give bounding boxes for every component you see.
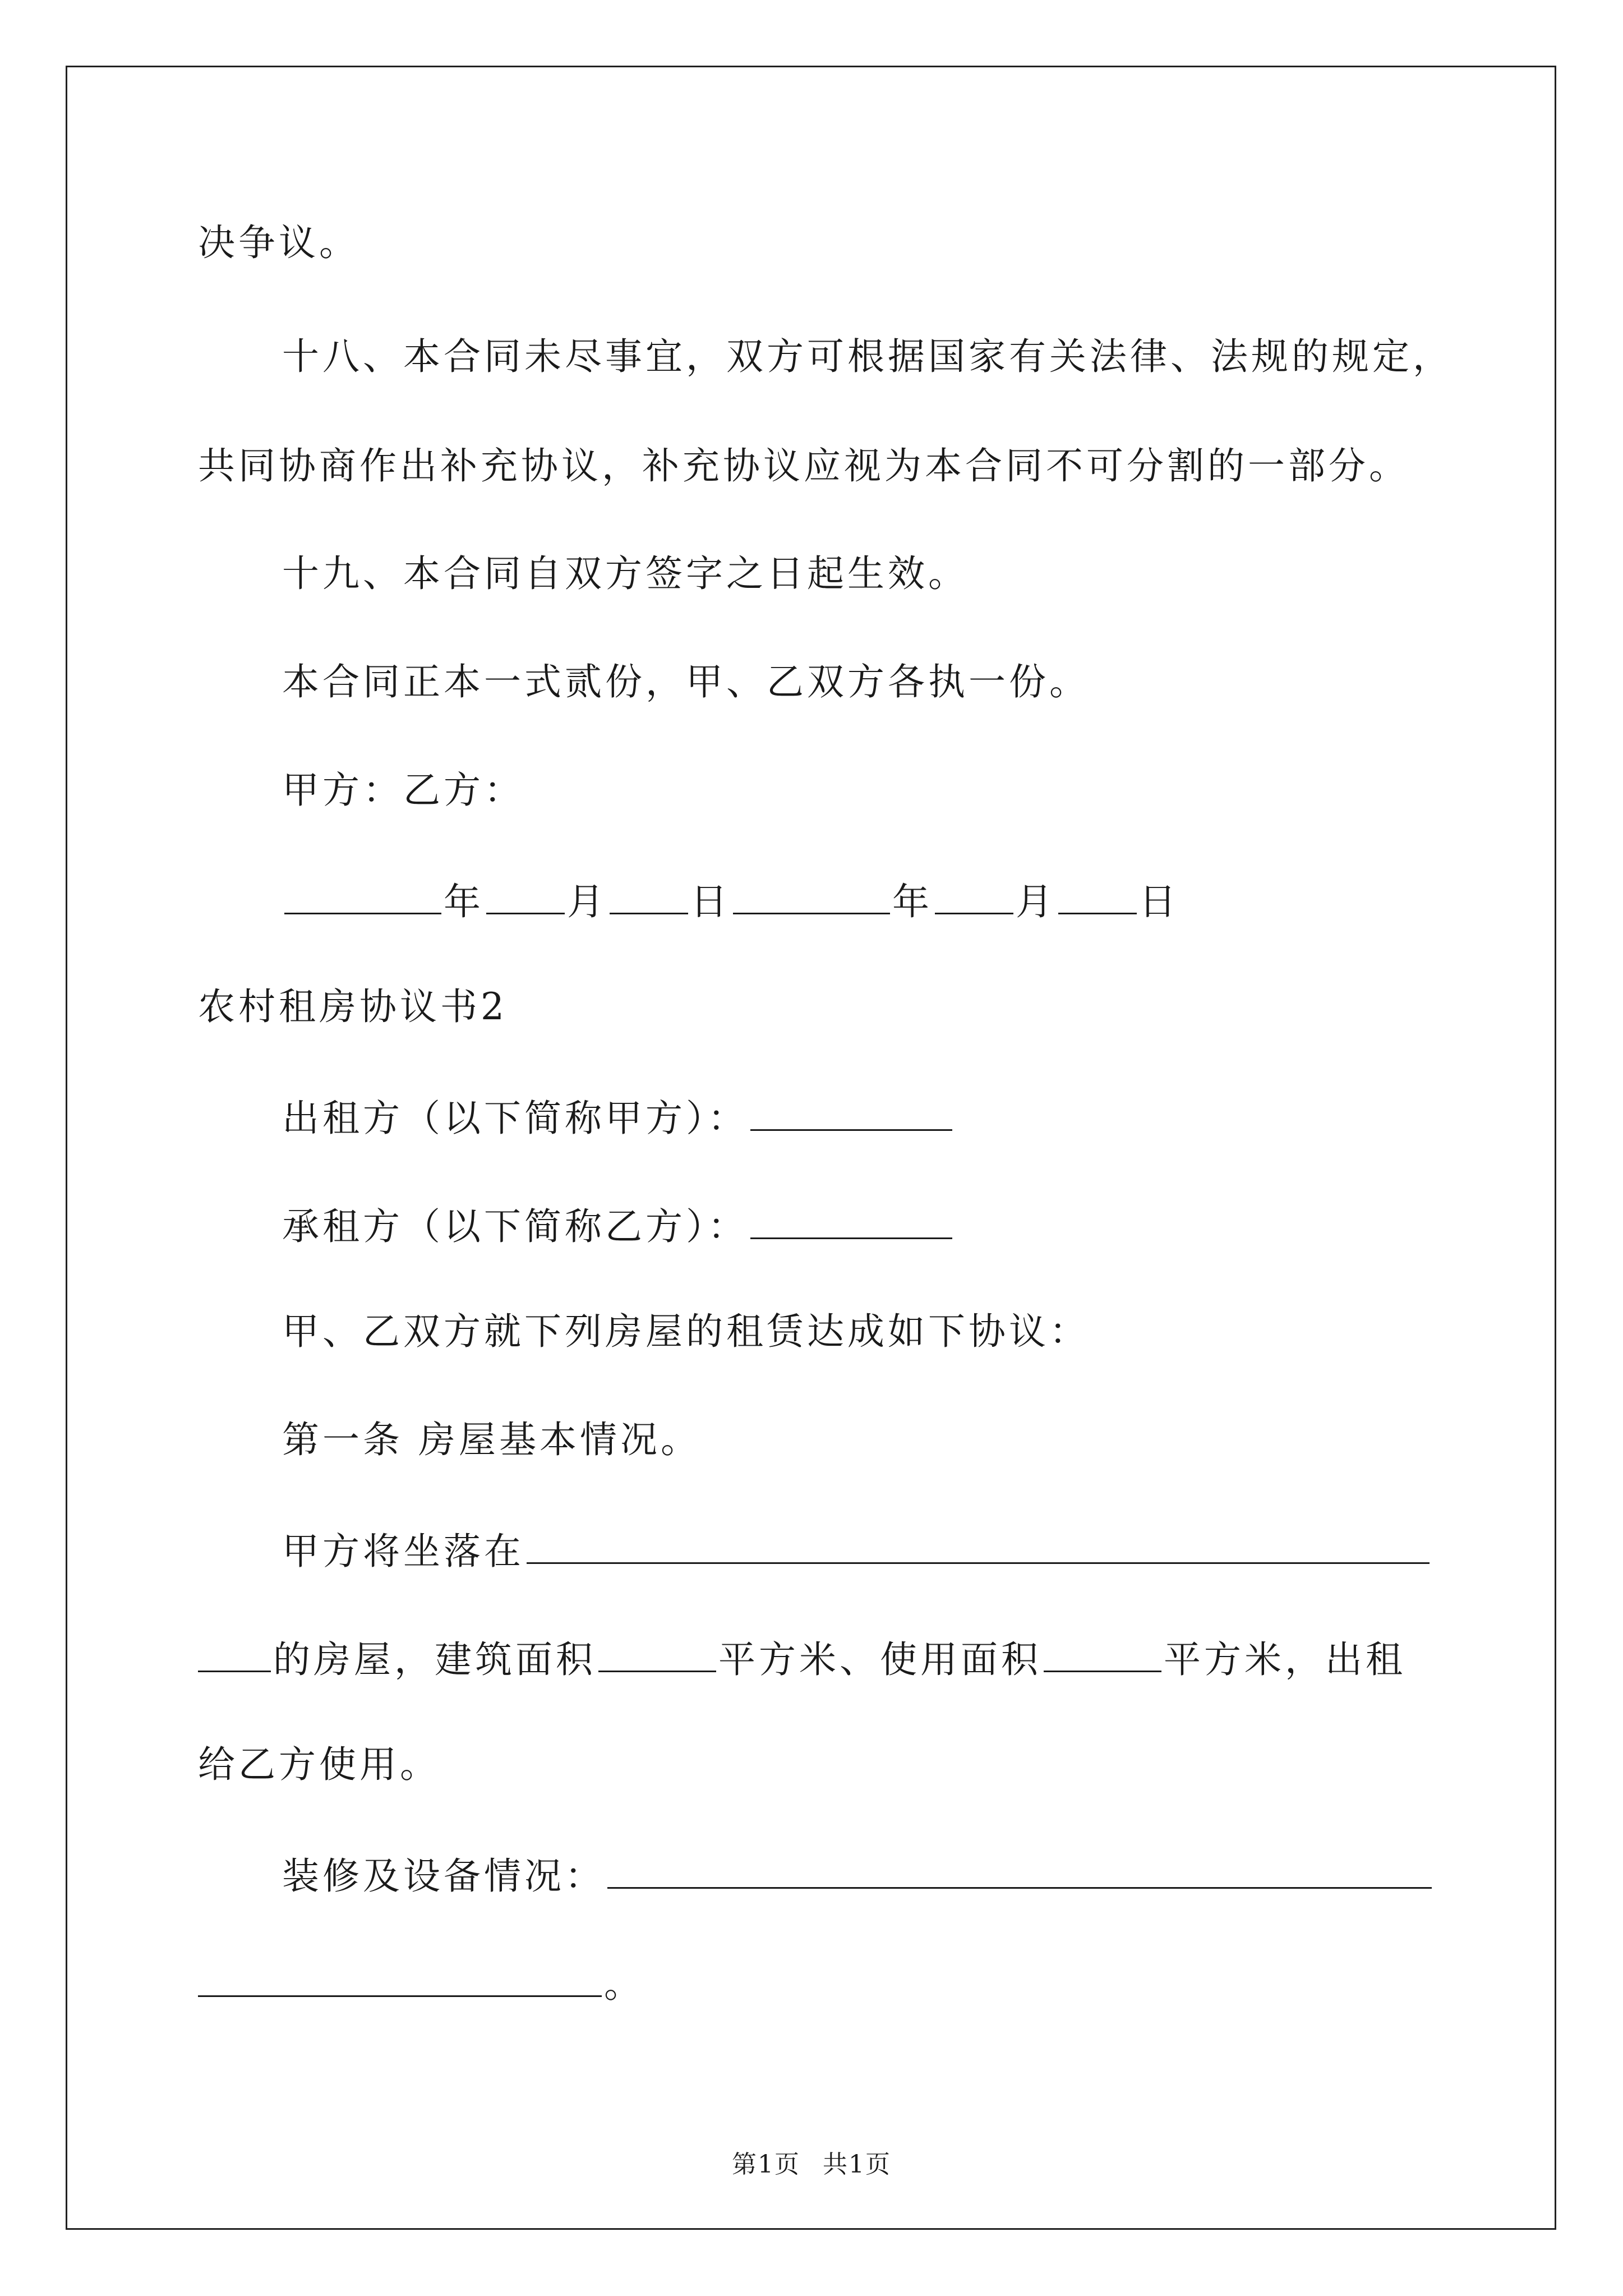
day-label: 日 [1139, 880, 1179, 923]
area-line [198, 1638, 1406, 1681]
blank-field[interactable] [935, 880, 1013, 914]
location-line [282, 1530, 1432, 1573]
year-label: 年 [892, 880, 933, 923]
lessee-line [282, 1205, 955, 1248]
rent-label: 平方米，出租 [1164, 1638, 1406, 1681]
signature-line: 甲方：乙方： [282, 769, 524, 812]
day-label: 日 [690, 880, 731, 923]
decoration-line [282, 1855, 1434, 1898]
year-label: 年 [444, 880, 484, 923]
page-total: 共1页 [823, 2150, 891, 2179]
lessor-blank[interactable] [750, 1097, 952, 1131]
paragraph-line: 共同协商作出补充协议，补充协议应视为本合同不可分割的一部分。 [198, 444, 1409, 487]
page-footer [0, 2144, 1623, 2180]
blank-field[interactable] [1058, 880, 1137, 914]
paragraph-line: 十九、本合同自双方签字之日起生效。 [282, 552, 969, 595]
blank-field[interactable] [733, 880, 890, 914]
building-area-blank[interactable] [598, 1638, 716, 1672]
paragraph-line: 给乙方使用。 [198, 1743, 440, 1786]
decoration-continued [198, 1963, 644, 2006]
page-border [66, 66, 1556, 2230]
location-label: 甲方将坐落在 [282, 1530, 524, 1573]
section-title: 农村租房协议书2 [198, 985, 508, 1028]
article-heading: 第一条 房屋基本情况。 [282, 1418, 701, 1461]
blank-field[interactable] [198, 1638, 271, 1672]
lessor-line [282, 1097, 955, 1140]
house-label: 的房屋，建筑面积 [273, 1638, 596, 1681]
location-blank[interactable] [527, 1530, 1430, 1564]
date-line [282, 880, 1179, 921]
decoration-blank[interactable] [607, 1855, 1432, 1889]
decoration-blank-2[interactable] [198, 1963, 602, 1997]
decoration-label: 装修及设备情况： [282, 1855, 605, 1898]
blank-field[interactable] [610, 880, 688, 914]
sqm-label: 平方米、使用面积 [718, 1638, 1041, 1681]
usable-area-blank[interactable] [1044, 1638, 1161, 1672]
paragraph-line: 甲、乙双方就下列房屋的租赁达成如下协议： [282, 1310, 1090, 1353]
paragraph-line: 本合同正本一式贰份，甲、乙双方各执一份。 [282, 660, 1090, 703]
paragraph-line: 十八、本合同未尽事宜，双方可根据国家有关法律、法规的规定， [282, 335, 1453, 378]
paragraph-line: 决争议。 [198, 221, 359, 264]
blank-field[interactable] [284, 880, 441, 914]
month-label: 月 [1016, 880, 1056, 923]
lessor-label: 出租方（以下简称甲方）： [282, 1097, 748, 1140]
lessee-blank[interactable] [750, 1205, 952, 1239]
month-label: 月 [567, 880, 607, 923]
page-number: 第1页 [732, 2150, 800, 2179]
blank-field[interactable] [486, 880, 565, 914]
lessee-label: 承租方（以下简称乙方）： [282, 1205, 748, 1248]
period-mark: 。 [604, 1963, 644, 2006]
